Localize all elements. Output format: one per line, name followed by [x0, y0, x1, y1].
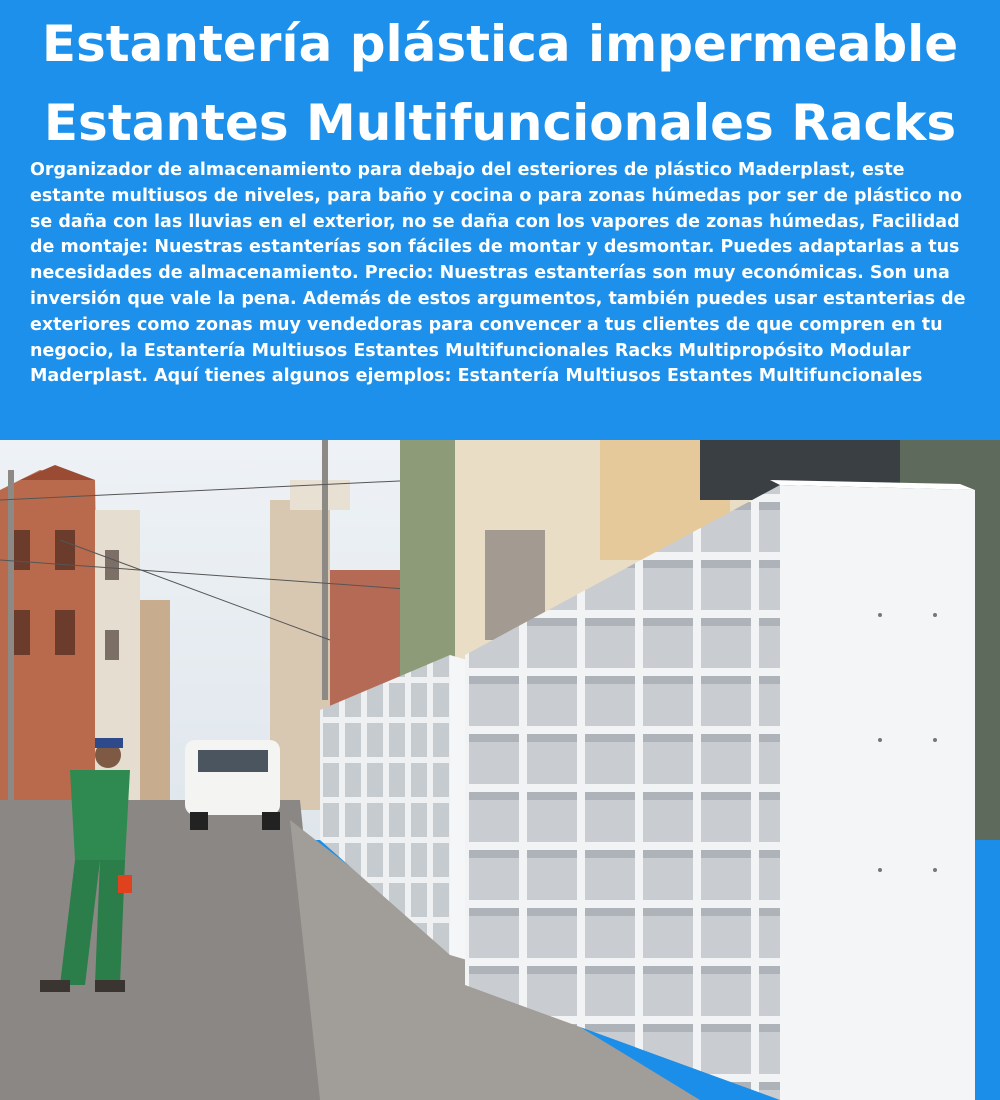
description-text: Organizador de almacenamiento para debajo del esteriores de plástico Maderplast, este estante multiusos de niveles, para baño y cocina o para zonas húmedas por ser de plástico no se daña con las lluvias en el exterior, no se daña con los vapores de zonas húmedas, Facilidad de montaje: Nuestras estanterías son fáciles de montar y desmontar. Puedes adaptarlas a tus necesidades de almacenamiento. Precio: Nuestras estanterías son muy económicas. Son una inversión que vale la pena. Además de estos argumentos, también puedes usar estanterias de exteriores como zonas muy vendedoras para convencer a tus clientes de que compren en tu negocio, la Estantería Multiusos Estantes Multifuncionales Racks Multipropósito Modular Maderplast. Aquí tienes algunos ejemplos: Estantería Multiusos Estantes Multifuncionales — [30, 160, 966, 387]
banner — [0, 0, 1000, 440]
headline-line-1: Estantería plástica impermeable — [41, 15, 959, 73]
headline-line-2: Estantes Multifuncionales Racks — [43, 94, 957, 152]
street-shelving-photo — [0, 440, 1000, 1100]
